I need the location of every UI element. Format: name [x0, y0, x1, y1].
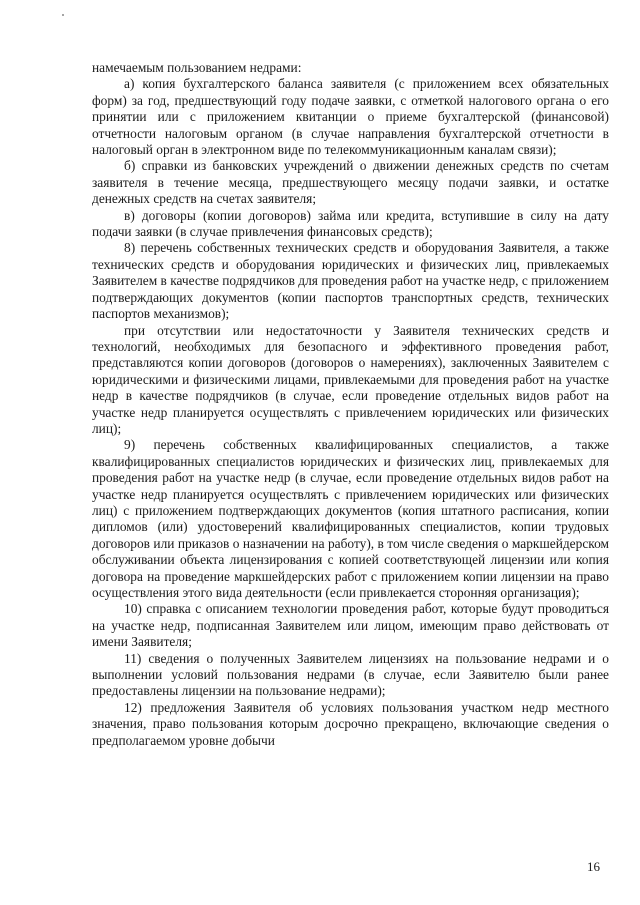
paragraph-item-a: а) копия бухгалтерского баланса заявителя (с приложением всех обязательных форм) за год, предшествующий году подаче заявки, с отметкой налогового органа о его принятии или с приложением квитанции о приеме бухгалтерской (финансовой) отчетности налоговым органом (в случае направления бухгалтерской отчетности в налоговый орган в электронном виде по телекоммуникационным каналам связи); [92, 76, 609, 158]
paragraph-item-8: 8) перечень собственных технических средств и оборудования Заявителя, а также технических средств и оборудования юридических и физических лиц, привлекаемых Заявителем в качестве подрядчиков для проведения работ на участке недр, с приложением подтверждающих документов (копии паспортов транспортных средств, технических паспортов механизмов); [92, 240, 610, 322]
paragraph-item-10: 10) справка с описанием технологии проведения работ, которые будут проводиться на участке недр, подписанная Заявителем или лицом, имеющим право действовать от имени Заявителя; [92, 601, 609, 650]
paragraph-item-9: 9) перечень собственных квалифицированных специалистов, а также квалифицированных специалистов юридических и физических лиц, привлекаемых для проведения работ на участке недр (в случае, если проведение отдельных видов работ на участке недр планируется осуществлять с привлечением юридических или физических лиц) с приложением подтверждающих документов (копия штатного расписания, копии дипломов (или) удостоверений квалифицированных специалистов, копии трудовых договоров или приказов о назначении на работу), в том числе сведения о маркшейдерском обслуживании объекта лицензирования с копией соответствующей лицензии или копия договора на проведение маркшейдерских работ с приложением копии лицензии на право осуществления этого вида деятельности (если привлекается сторонняя организация); [92, 437, 609, 600]
paragraph-item-12: 12) предложения Заявителя об условиях пользования участком недр местного значения, право пользования которым досрочно прекращено, включающие сведения о предполагаемом уровне добычи [92, 699, 609, 748]
paragraph-item-11: 11) сведения о полученных Заявителем лицензиях на пользование недрами и о выполнении условий пользования недрами (в случае, если Заявителю были ранее предоставлены лицензии на пользование недрами); [92, 650, 609, 699]
page-number: 16 [587, 859, 600, 874]
paragraph-item-b: б) справки из банковских учреждений о движении денежных средств по счетам заявителя в течение месяца, предшествующего месяцу подачи заявки, и остатке денежных средств на счетах заявителя; [92, 158, 609, 207]
paragraph-item-v: в) договоры (копии договоров) займа или кредита, вступившие в силу на дату подачи заявки (в случае привлечения финансовых средств); [92, 207, 609, 240]
paragraph-intro: намечаемым пользованием недрами: [92, 60, 302, 75]
document-body [92, 60, 609, 749]
paragraph-item-8-continuation: при отсутствии или недостаточности у Заявителя технических средств и технологий, необходимых для безопасного и эффективного проведения работ, представляются копии договоров (договоров о намерениях), заключенных Заявителем с юридическими и физическими лицами, привлекаемыми для проведения работ на участке недр в качестве подрядчиков (в случае, если проведение отдельных видов работ на участке недр планируется осуществлять с привлечением юридических или физических лиц); [92, 322, 609, 436]
scan-artifact [62, 14, 64, 16]
